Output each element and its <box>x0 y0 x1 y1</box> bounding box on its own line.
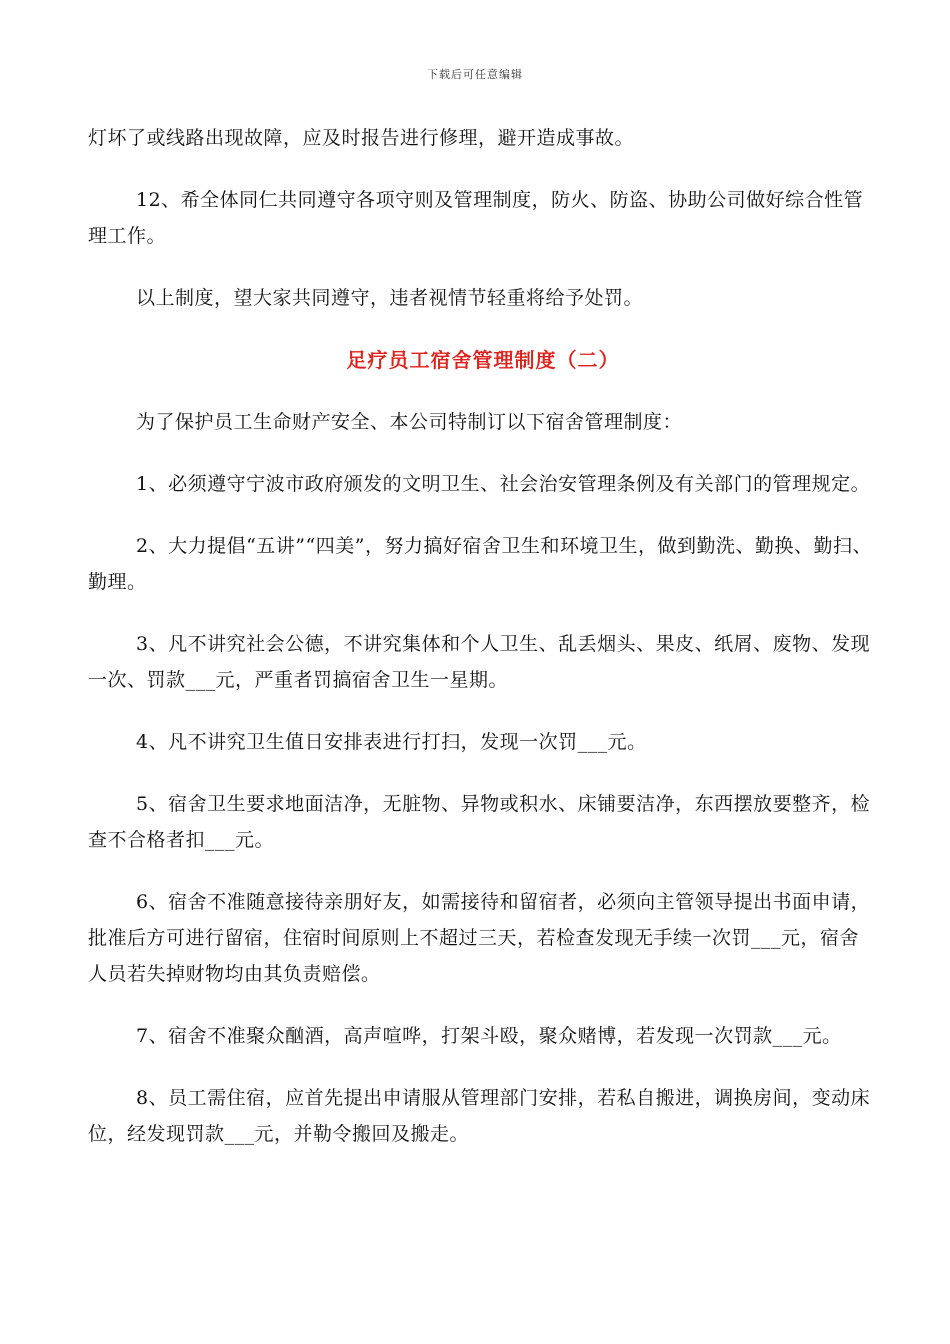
rule-item-3: 3、凡不讲究社会公德，不讲究集体和个人卫生、乱丢烟头、果皮、纸屑、废物、发现一次、罚款___元，严重者罚搞宿舍卫生一星期。 <box>88 633 871 691</box>
rule-item-7: 7、宿舍不准聚众酗酒，高声喧哗，打架斗殴，聚众赌博，若发现一次罚款___元。 <box>136 1025 842 1047</box>
rule-item-2: 2、大力提倡“五讲”“四美”，努力搞好宿舍卫生和环境卫生，做到勤洗、勤换、勤扫、勤理。 <box>88 535 872 593</box>
rule-item-4: 4、凡不讲究卫生值日安排表进行打扫，发现一次罚___元。 <box>136 731 647 753</box>
rule-item-6: 6、宿舍不准随意接待亲朋好友，如需接待和留宿者，必须向主管领导提出书面申请，批准后方可进行留宿，住宿时间原则上不超过三天，若检查发现无手续一次罚___元，宿舍人员若失掉财物均由其负责赔偿。 <box>88 891 871 985</box>
section-title: 足疗员工宿舍管理制度（二） <box>346 348 620 372</box>
paragraph-continued: 灯坏了或线路出现故障，应及时报告进行修理，避开造成事故。 <box>88 127 635 149</box>
rule-item-1: 1、必须遵守宁波市政府颁发的文明卫生、社会治安管理条例及有关部门的管理规定。 <box>136 473 871 495</box>
rule-item-8: 8、员工需住宿，应首先提出申请服从管理部门安排，若私自搬进，调换房间，变动床位，经发现罚款___元，并勒令搬回及搬走。 <box>88 1087 871 1145</box>
paragraph-item-12: 12、希全体同仁共同遵守各项守则及管理制度，防火、防盗、协助公司做好综合性管理工作。 <box>88 189 864 247</box>
rule-item-5: 5、宿舍卫生要求地面洁净，无脏物、异物或积水、床铺要洁净，东西摆放要整齐，检查不合格者扣___元。 <box>88 793 871 851</box>
header-note: 下载后可任意编辑 <box>427 68 523 81</box>
document-body <box>88 120 878 1178</box>
section-intro: 为了保护员工生命财产安全、本公司特制订以下宿舍管理制度： <box>136 411 683 433</box>
paragraph-closing: 以上制度，望大家共同遵守，违者视情节轻重将给予处罚。 <box>136 287 644 309</box>
